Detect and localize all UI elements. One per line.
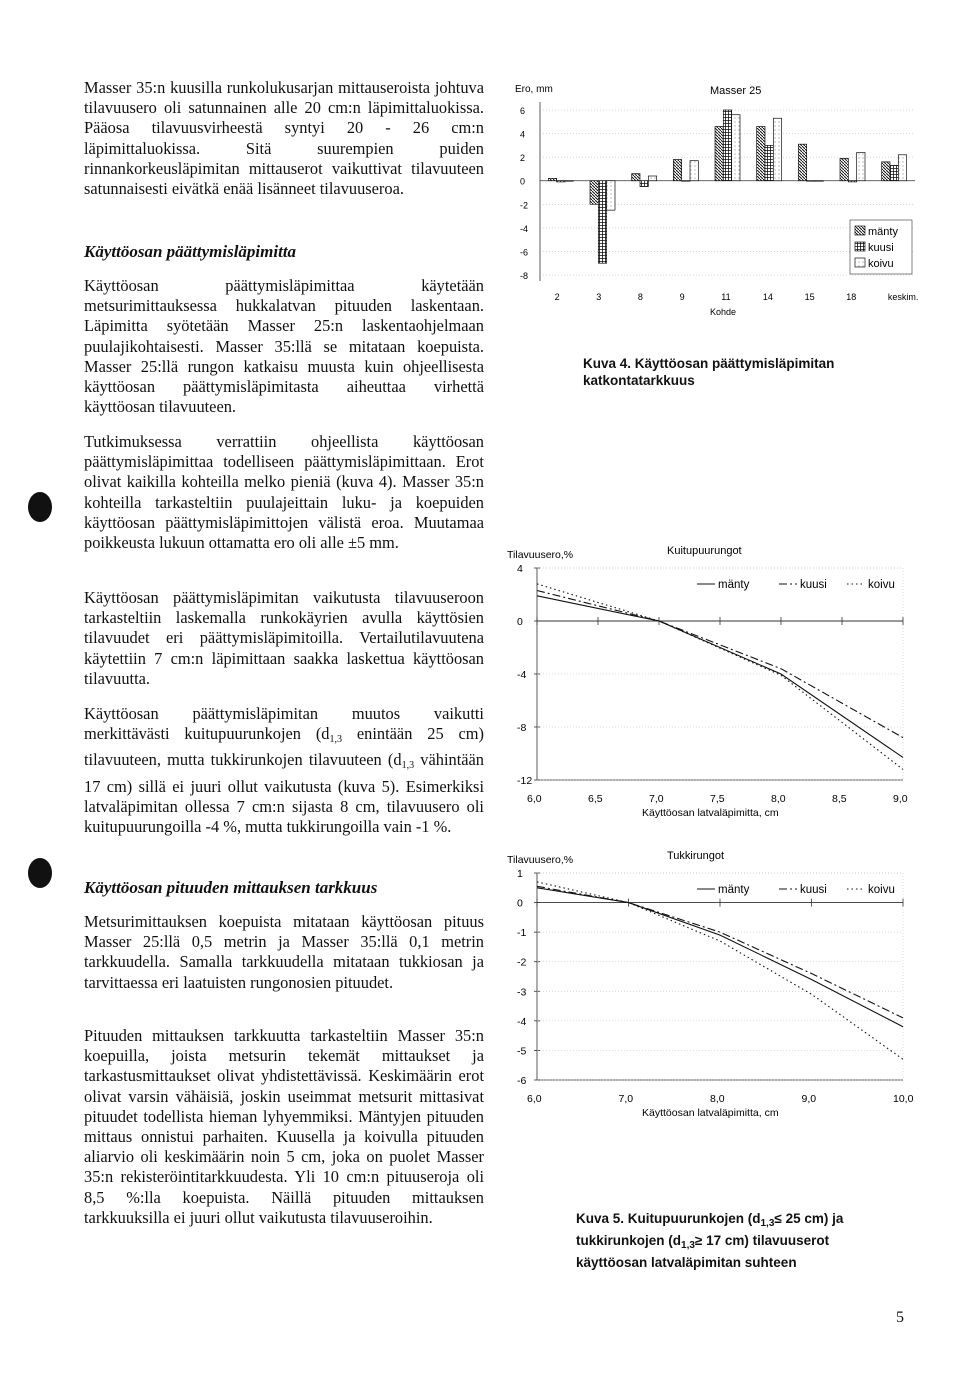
legend-swatch [855, 226, 865, 235]
chart-title: Kuitupuurungot [667, 545, 742, 557]
x-axis-label: Käyttöosan latvaläpimitta, cm [642, 807, 779, 819]
bar-kuusi [557, 181, 565, 182]
y-axis-label: Ero, mm [515, 84, 553, 95]
y-tick-label: -4 [517, 1015, 527, 1028]
x-tick-label: 18 [846, 292, 857, 302]
y-tick-label: -12 [517, 775, 533, 787]
paragraph-intro: Masser 35:n kuusilla runkolukusarjan mittauseroista johtuva tilavuusero oli satunnainen alle 20 cm:n läpimittaluokissa. Pääosa tilavuusvirheestä syntyi 20 - 26 cm:n läpimittaluokissa. Sitä suurempien puiden rinnankorkeusläpimitan mittauserot vaikuttivat tilavuuteen satunnaisesti eivätkä enää lisänneet tilavuuseroa. [84, 78, 484, 199]
figure-4-bar-chart [505, 80, 920, 330]
bar-koivu [607, 181, 615, 210]
binder-hole [28, 492, 52, 522]
bar-mänty [757, 127, 765, 181]
figure-4-caption: Kuva 4. Käyttöosan päättymisläpimitan katkontatarkkuus [583, 356, 835, 388]
figure-5-caption: Kuva 5. Kuitupuurunkojen ($d_{1,3}\le 25$ cm) ja tukkirunkojen ($d_{1,3}\ge 17$ cm) tilavuuserot käyttöosan latvaläpimitan suhteen [576, 1211, 844, 1270]
chart-title: Masser 25 [710, 85, 762, 97]
x-tick-label: 14 [762, 292, 773, 302]
bar-koivu [773, 118, 781, 180]
bar-kuusi [682, 181, 690, 182]
section-heading: Käyttöosan pituuden mittauksen tarkkuus [84, 878, 378, 897]
y-tick-label: -6 [520, 247, 529, 258]
bar-mänty [798, 144, 806, 181]
y-tick-label: -2 [520, 200, 529, 211]
bar-koivu [857, 152, 865, 180]
paragraph: Tutkimuksessa verrattiin ohjeellista käyttöosan päättymisläpimittaa todelliseen päättymisläpimittaan. Erot olivat kaikilla kohteilla melko pieniä (kuva 4). Masser 35:n kohteilla tarkasteltiin puulajeittain luku- ja koepuiden käyttöosan päättymisläpimittojen välistä eroa. Muutamaa poikkeusta lukuun ottamatta ero oli alle ±5 mm. [84, 432, 484, 553]
y-axis-label: Tilavuusero,% [507, 549, 574, 561]
bar-mänty [632, 174, 640, 181]
paragraph: Pituuden mittauksen tarkkuutta tarkasteltiin Masser 35:n koepuilla, joista metsurin tekemät mittaukset ja tarkastusmittaukset olivat yhdistettävissä. Keskimäärin erot olivat varsin vähäisiä, joskin useimmat metsurit mittasivat pituudet todellista hieman lyhyemmiksi. Mäntyjen pituuden mittaus onnistui parhaiten. Kuusella ja koivulla pituuden aliarvio oli keskimäärin noin 5 cm, joka on puolet Masser 35:n rekisteröintitarkkuudesta. Yli 10 cm:n pituuseroja oli 8,5 %:lla koepuista. Näillä pituuden mittauksen tarkkuuksilla ei juuri ollut vaikutusta tilavuuseroihin. [84, 1026, 484, 1227]
y-tick-label: 2 [520, 153, 526, 164]
x-tick-label: 9,0 [893, 793, 908, 805]
y-tick-label: -1 [517, 927, 527, 940]
figure-5-kuitupuu-chart [505, 540, 920, 830]
x-axis-label: Käyttöosan latvaläpimitta, cm [642, 1107, 779, 1119]
legend-label: koivu [868, 579, 895, 591]
x-tick-label: 8,5 [832, 793, 847, 805]
bar-kuusi [848, 181, 856, 182]
legend-swatch [855, 242, 865, 251]
bar-mänty [673, 160, 681, 181]
bar-kuusi [598, 181, 606, 264]
x-tick-label: 10,0 [893, 1093, 914, 1105]
bar-koivu [898, 155, 906, 181]
y-tick-label: -5 [517, 1045, 527, 1058]
legend-label: koivu [868, 258, 894, 270]
bar-kuusi [765, 145, 773, 180]
bar-mänty [590, 181, 598, 205]
x-tick-label: 6,0 [527, 1093, 542, 1105]
y-tick-label: 6 [520, 106, 526, 116]
section-heading: Käyttöosan päättymisläpimitta [84, 242, 297, 261]
x-tick-label: 6,5 [588, 793, 603, 805]
y-tick-label: 4 [517, 563, 523, 575]
y-axis-label: Tilavuusero,% [507, 854, 574, 866]
series-line-koivu [537, 882, 903, 1059]
x-tick-label: 7,0 [649, 793, 664, 805]
bar-kuusi [807, 181, 815, 182]
y-tick-label: -3 [517, 986, 527, 999]
y-tick-label: 0 [517, 897, 523, 910]
y-tick-label: -4 [520, 223, 529, 234]
paragraph: Metsurimittauksen koepuista mitataan käyttöosan pituus Masser 25:llä 0,5 metrin ja Masser 35:llä 0,1 metrin tarkkuudella. Samalla tarkkuudella mitataan tukkiosan ja tarvittaessa eri laatuisten rungonosien pituudet. [84, 912, 484, 992]
x-tick-label: 7,5 [710, 793, 725, 805]
y-tick-label: -8 [517, 722, 527, 734]
y-tick-label: -2 [517, 956, 527, 969]
legend-label: kuusi [800, 884, 827, 896]
x-tick-label: keskim. [887, 292, 919, 302]
bar-koivu [690, 161, 698, 181]
x-tick-label: 6,0 [527, 793, 542, 805]
legend-label: mänty [718, 884, 750, 896]
legend-swatch [855, 258, 865, 267]
y-tick-label: 0 [517, 616, 523, 628]
y-tick-label: 1 [517, 868, 523, 880]
bar-koivu [732, 115, 740, 181]
x-tick-label: 8 [637, 292, 643, 302]
legend-label: mänty [718, 579, 750, 591]
bar-koivu [565, 181, 573, 182]
y-tick-label: -8 [520, 271, 529, 281]
x-tick-label: 11 [721, 292, 731, 302]
y-tick-label: 0 [520, 176, 526, 187]
binder-hole [28, 858, 52, 888]
legend-label: kuusi [868, 242, 894, 254]
x-tick-label: 15 [804, 292, 815, 302]
paragraph: Käyttöosan päättymisläpimitan vaikutusta tilavuuseroon tarkasteltiin laskemalla runkokäyrien avulla käyttösien tilavuudet eri päättymisläpimitoilla. Vertailutilavuutena käytettiin 7 cm:n läpimittaan saakka laskettua käyttöosan tilavuutta. [84, 588, 484, 688]
x-tick-label: 8,0 [771, 793, 786, 805]
legend-label: mänty [868, 226, 898, 238]
y-tick-label: -6 [517, 1075, 527, 1087]
bar-mänty [840, 158, 848, 180]
y-tick-label: -4 [517, 669, 527, 681]
bar-kuusi [640, 181, 648, 187]
x-tick-label: 3 [596, 292, 602, 302]
bar-koivu [815, 181, 823, 182]
bar-mänty [882, 162, 890, 181]
x-axis-label: Kohde [710, 307, 737, 317]
bar-koivu [648, 176, 656, 181]
bar-kuusi [723, 110, 731, 181]
paragraph: Käyttöosan päättymisläpimittaa käytetään metsurimittauksessa hukkalatvan pituuden laskentaan. Läpimitta syötetään Masser 25:n laskentaohjelmaan puulajikohtaisesti. Masser 35:llä se mitataan koepuista. Masser 25:llä rungon katkaisu muusta kuin ohjeellisesta käyttöosan päättymisläpimitasta aiheuttaa virhettä käyttöosan tilavuuteen. [84, 276, 484, 417]
x-tick-label: 7,0 [618, 1093, 634, 1105]
figure-5-tukki-chart [505, 845, 920, 1120]
series-line-mänty [537, 888, 903, 1027]
legend-label: koivu [868, 884, 895, 896]
chart-title: Tukkirungot [667, 850, 725, 862]
legend-label: kuusi [800, 579, 827, 591]
y-tick-label: 4 [520, 129, 526, 140]
x-tick-label: 8,0 [710, 1093, 725, 1105]
x-tick-label: 9 [679, 292, 685, 302]
x-tick-label: 9,0 [801, 1093, 817, 1105]
bar-mänty [548, 178, 556, 180]
series-line-kuusi [537, 591, 903, 738]
bar-mänty [715, 127, 723, 181]
bar-kuusi [890, 165, 898, 180]
paragraph: Käyttöosan päättymisläpimitan muutos vaikutti merkittävästi kuitupuurunkojen ($d_{1,3}$ enintään 25 cm) tilavuuteen, mutta tukkirunkojen tilavuuteen ($d_{1,3}$ vähintään 17 cm) sillä ei juuri ollut vaikutusta (kuva 5). Esimerkiksi latvaläpimitan ollessa 7 cm:n sijasta 8 cm, tilavuusero oli kuitupuurungoilla -4 %, mutta tukkirungoilla vain -1 %. [84, 704, 485, 837]
x-tick-label: 2 [554, 292, 560, 302]
series-line-koivu [537, 584, 903, 770]
page-number: 5 [896, 1309, 904, 1326]
